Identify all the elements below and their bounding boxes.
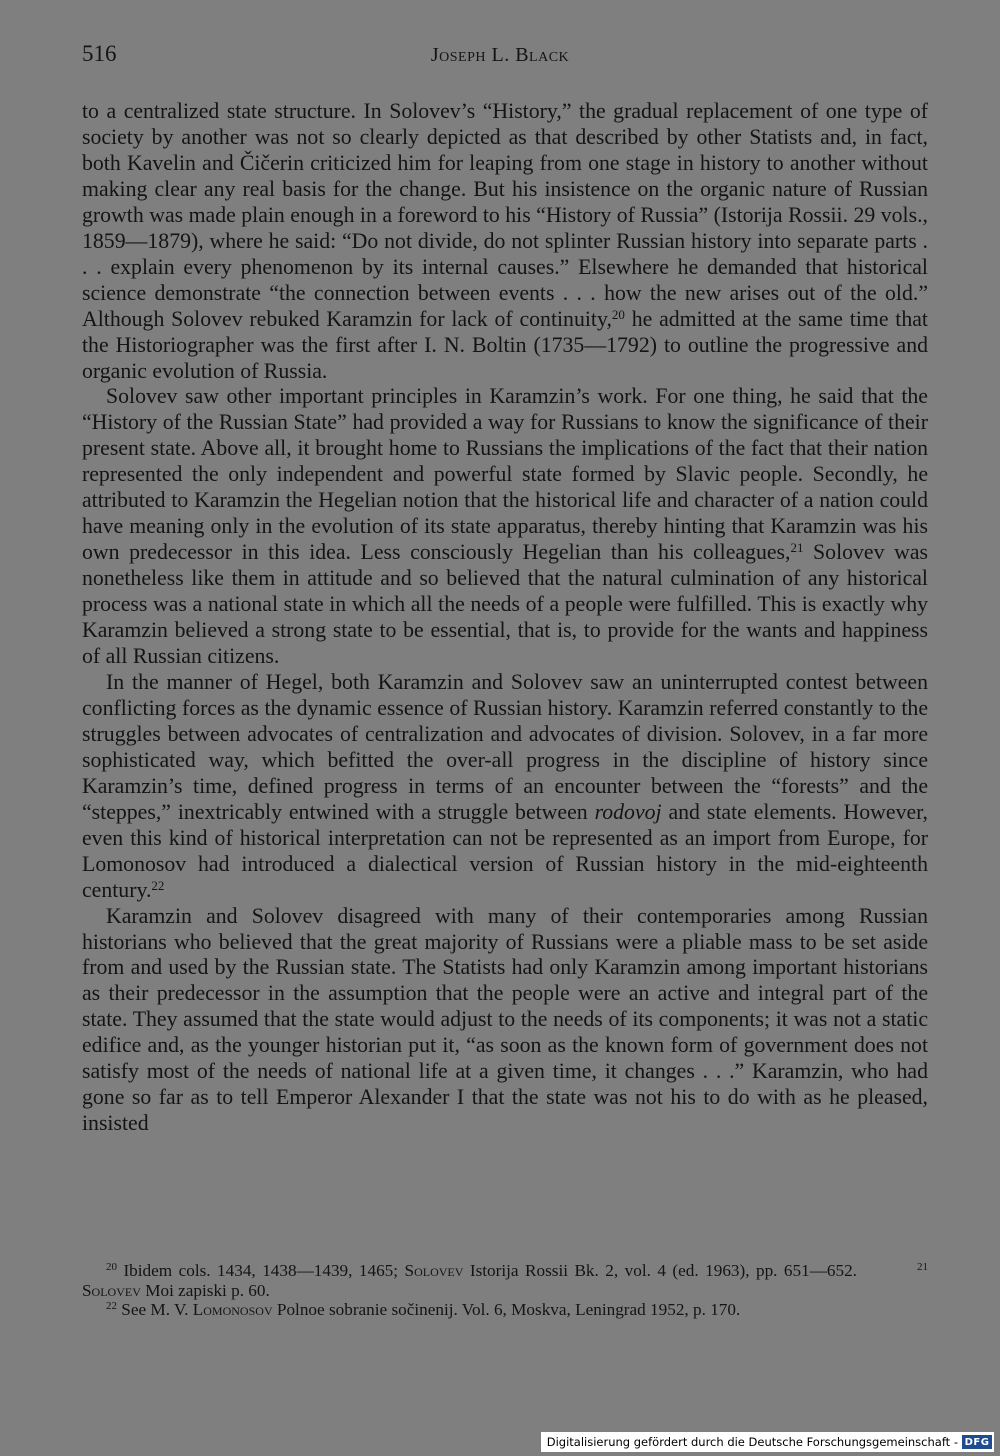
footnote-ref-22[interactable]: 22 (151, 877, 165, 893)
footnote-22-number: 22 (106, 1300, 117, 1312)
paragraph-3-text-b: and state elements. However, even this kind of historical interpretation can not be represented as an import from Europe, for Lomonosov had introduced a dialectical version of Russian history in the mid-eighteenth century. (82, 799, 928, 902)
footnote-ref-20[interactable]: 20 (611, 306, 625, 322)
footnote-20-21 (82, 1261, 928, 1300)
footnote-22-author: Lomonosov (192, 1300, 273, 1319)
paragraph-1-text-a: to a centralized state structure. In Solovev’s “History,” the gradual replacement of one type of society by another was not so clearly depicted as that described by other Statists and, in fact, both Kavelin and Čičerin criticized him for leaping from one stage in history to another without making clear any real basis for the change. But his insistence on the organic nature of Russian growth was made plain enough in a foreword to his “History of Russia” (Istorija Rossii. 29 vols., 1859—1879), where he said: “Do not divide, do not splinter Russian history into separate parts . . . explain every phenomenon by its internal causes.” Elsewhere he demanded that historical science demonstrate “the connection between events . . . how the new arises out of the old.” Although Solovev rebuked Karamzin for lack of continuity, (82, 99, 928, 331)
page-number: 516 (82, 41, 117, 66)
footnote-22-text-b: Polnoe sobranie sočinenij. Vol. 6, Moskva, Leningrad 1952, p. 170. (272, 1300, 741, 1319)
footnote-22 (82, 1300, 928, 1320)
footnote-20-text-a: Ibidem cols. 1434, 1438—1439, 1465; (117, 1261, 405, 1280)
dfg-logo-icon[interactable]: DFG (962, 1435, 992, 1449)
footnote-ref-21[interactable]: 21 (790, 540, 804, 556)
footnote-21-author: Solovev (82, 1280, 141, 1300)
running-head: Joseph L. Black (430, 44, 570, 66)
paragraph-1-text-b: he admitted at the same time that the Historiographer was the first after I. N. Boltin (1735—1792) to outline the progressive and organic evolution of Russia. (82, 306, 928, 383)
paragraph-1 (82, 99, 928, 384)
paragraph-4: Karamzin and Solovev disagreed with many of their contemporaries among Russian historians who believed that the great majority of Russians were a pliable mass to be set aside from and used by the Russian state. The Statists had only Karamzin among important historians as their predecessor in the assumption that the people were an active and integral part of the state. They assumed that the state would adjust to the needs of its components; it was not a static edifice and, as the younger historian put it, “as soon as the known form of government does not satisfy most of the needs of national life at a given time, it changes . . .” Karamzin, who had gone so far as to tell Emperor Alexander I that the state was not his to do with as he pleased, insisted (82, 903, 928, 1136)
footnote-21-number: 21 (916, 1261, 928, 1273)
paragraph-3 (82, 670, 928, 904)
paragraph-3-text-a: In the manner of Hegel, both Karamzin and Solovev saw an uninterrupted contest between conflicting forces as the dynamic essence of Russian history. Karamzin referred constantly to the struggles between advocates of centralization and advocates of division. Solovev, in a far more sophisticated way, which befitted the over-all progress in the discipline of history since Karamzin’s time, defined progress in terms of an encounter between the “forests” and the “steppes,” inextricably entwined with a struggle between (82, 669, 928, 824)
footnote-20-text-b: Istorija Rossii Bk. 2, vol. 4 (ed. 1963), pp. 651—652. (463, 1261, 857, 1280)
paragraph-2 (82, 384, 928, 669)
paragraph-2-text-b: Solovev was nonetheless like them in attitude and so believed that the natural culmination of any historical process was a national state in which all the needs of a people were fulfilled. This is exactly why Karamzin believed a strong state to be essential, that is, to provide for the wants and happiness of all Russian citizens. (82, 540, 928, 669)
paragraph-2-text-a: Solovev saw other important principles in Karamzin’s work. For one thing, he said that the “History of the Russian State” had provided a way for Russians to know the significance of their present state. Above all, it brought home to Russians the implications of the fact that their nation represented the only independent and powerful state formed by Slavic people. Secondly, he attributed to Karamzin the Hegelian notion that the historical life and character of a nation could have meaning only in the evolution of its state apparatus, thereby hinting that Karamzin was his own predecessor in this idea. Less consciously Hegelian than his colleagues, (82, 384, 928, 565)
footnote-21-text: Moi zapiski p. 60. (140, 1280, 270, 1300)
digitization-footer (541, 1432, 994, 1452)
footnote-20-author: Solovev (404, 1261, 464, 1280)
paragraph-3-italic-term: rodovoj (594, 799, 662, 824)
digitization-note: Digitalisierung gefördert durch die Deutsche Forschungsgemeinschaft - (546, 1435, 958, 1449)
footnote-22-text-a: See M. V. (117, 1300, 193, 1319)
body-text (82, 99, 928, 1137)
footnote-20-number: 20 (106, 1261, 117, 1273)
footnotes (82, 1261, 928, 1320)
